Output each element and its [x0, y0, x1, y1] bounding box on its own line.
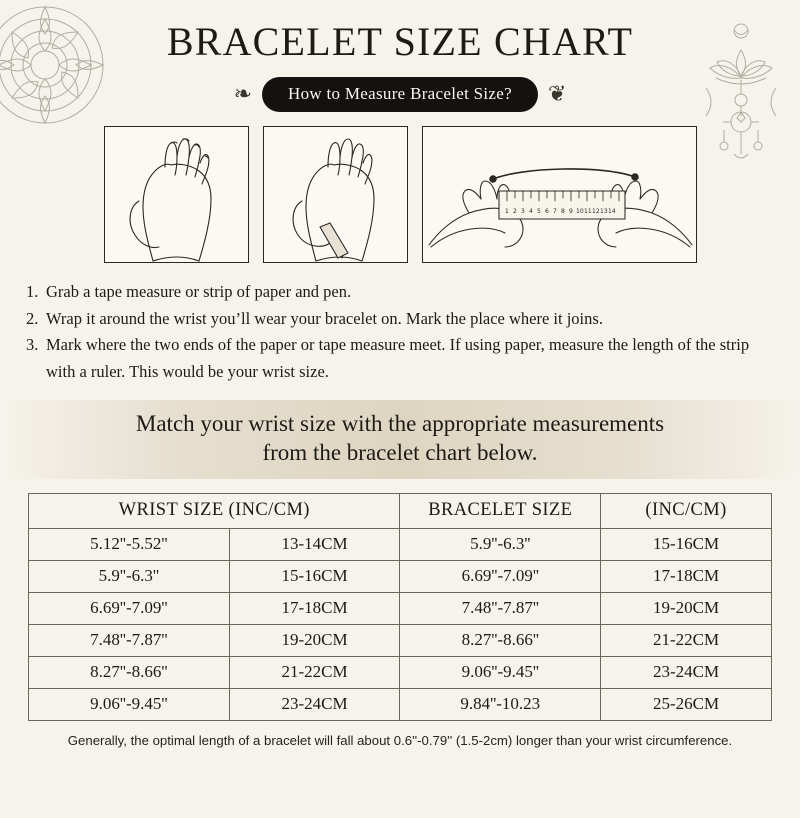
- table-row: [29, 624, 772, 656]
- page-title: BRACELET SIZE CHART: [166, 19, 634, 64]
- table-row: [29, 528, 772, 560]
- cell-wrist-inch: 7.48''-7.87'': [29, 624, 230, 656]
- cell-bracelet-inch: 8.27''-8.66'': [400, 624, 601, 656]
- cell-bracelet-cm: 17-18CM: [601, 560, 772, 592]
- cell-wrist-inch: 8.27''-8.66'': [29, 656, 230, 688]
- svg-text:11: 11: [583, 208, 592, 215]
- step-number: 1.: [26, 282, 39, 301]
- step-text: Grab a tape measure or strip of paper and pen.: [46, 282, 352, 301]
- subtitle-row: [0, 77, 800, 112]
- how-to-measure-pill: How to Measure Bracelet Size?: [262, 77, 538, 112]
- footnote: Generally, the optimal length of a bracelet will fall about 0.6''-0.79'' (1.5-2cm) longer than your wrist circumference.: [67, 732, 733, 748]
- cell-wrist-inch: 6.69''-7.09'': [29, 592, 230, 624]
- table-row: [29, 688, 772, 720]
- cell-wrist-cm: 21-22CM: [229, 656, 400, 688]
- cell-bracelet-cm: 15-16CM: [601, 528, 772, 560]
- bracelet-size-table: [28, 493, 772, 721]
- size-table-wrap: [28, 493, 772, 721]
- cell-bracelet-cm: 25-26CM: [601, 688, 772, 720]
- panel-hand-tape-2: [263, 126, 408, 263]
- svg-text:3: 3: [520, 208, 525, 215]
- header-bracelet-size: BRACELET SIZE: [400, 493, 601, 528]
- svg-text:5: 5: [536, 208, 541, 215]
- svg-text:10: 10: [575, 208, 584, 215]
- table-header-row: [29, 493, 772, 528]
- cell-wrist-cm: 13-14CM: [229, 528, 400, 560]
- svg-text:4: 4: [528, 208, 533, 215]
- cell-wrist-inch: 5.9''-6.3'': [29, 560, 230, 592]
- cell-wrist-cm: 23-24CM: [229, 688, 400, 720]
- banner-line-1: Match your wrist size with the appropriate measurements: [135, 410, 665, 436]
- cell-bracelet-inch: 9.84''-10.23: [400, 688, 601, 720]
- svg-text:14: 14: [607, 208, 616, 215]
- header-wrist-size: WRIST SIZE (INC/CM): [29, 493, 400, 528]
- svg-text:12: 12: [591, 208, 600, 215]
- svg-text:6: 6: [544, 208, 549, 215]
- cell-bracelet-cm: 23-24CM: [601, 656, 772, 688]
- cell-wrist-cm: 17-18CM: [229, 592, 400, 624]
- step-text: Wrap it around the wrist you’ll wear your bracelet on. Mark the place where it joins.: [46, 308, 603, 328]
- flourish-right-icon: ❦: [547, 82, 567, 107]
- flourish-left-icon: ❧: [233, 82, 253, 107]
- header-bracelet-units: (INC/CM): [601, 493, 772, 528]
- cell-bracelet-inch: 9.06''-9.45'': [400, 656, 601, 688]
- banner-line-2: from the bracelet chart below.: [262, 440, 538, 466]
- step-text: Mark where the two ends of the paper or tape measure meet. If using paper, measure the length of the strip with a ruler. This would be your wrist size.: [46, 335, 750, 382]
- svg-text:7: 7: [552, 208, 557, 215]
- steps-list: [26, 279, 774, 386]
- svg-text:9: 9: [568, 208, 573, 215]
- cell-bracelet-inch: 6.69''-7.09'': [400, 560, 601, 592]
- cell-bracelet-cm: 19-20CM: [601, 592, 772, 624]
- cell-bracelet-cm: 21-22CM: [601, 624, 772, 656]
- cell-wrist-cm: 15-16CM: [229, 560, 400, 592]
- cell-wrist-cm: 19-20CM: [229, 624, 400, 656]
- table-row: [29, 560, 772, 592]
- svg-text:8: 8: [560, 208, 565, 215]
- cell-bracelet-inch: 5.9''-6.3'': [400, 528, 601, 560]
- panel-hands-ruler: [422, 126, 697, 263]
- match-size-banner: [0, 400, 800, 479]
- svg-text:13: 13: [599, 208, 608, 215]
- cell-wrist-inch: 9.06''-9.45'': [29, 688, 230, 720]
- panel-hand-tape-1: [104, 126, 249, 263]
- cell-bracelet-inch: 7.48''-7.87'': [400, 592, 601, 624]
- table-row: [29, 656, 772, 688]
- cell-wrist-inch: 5.12''-5.52'': [29, 528, 230, 560]
- step-number: 3.: [26, 335, 39, 355]
- svg-text:1: 1: [504, 208, 509, 215]
- illustration-panels: [0, 126, 800, 263]
- step-item: [26, 332, 774, 385]
- step-item: [26, 279, 774, 306]
- svg-text:2: 2: [512, 208, 517, 215]
- table-row: [29, 592, 772, 624]
- step-number: 2.: [26, 308, 39, 328]
- step-item: [26, 306, 774, 333]
